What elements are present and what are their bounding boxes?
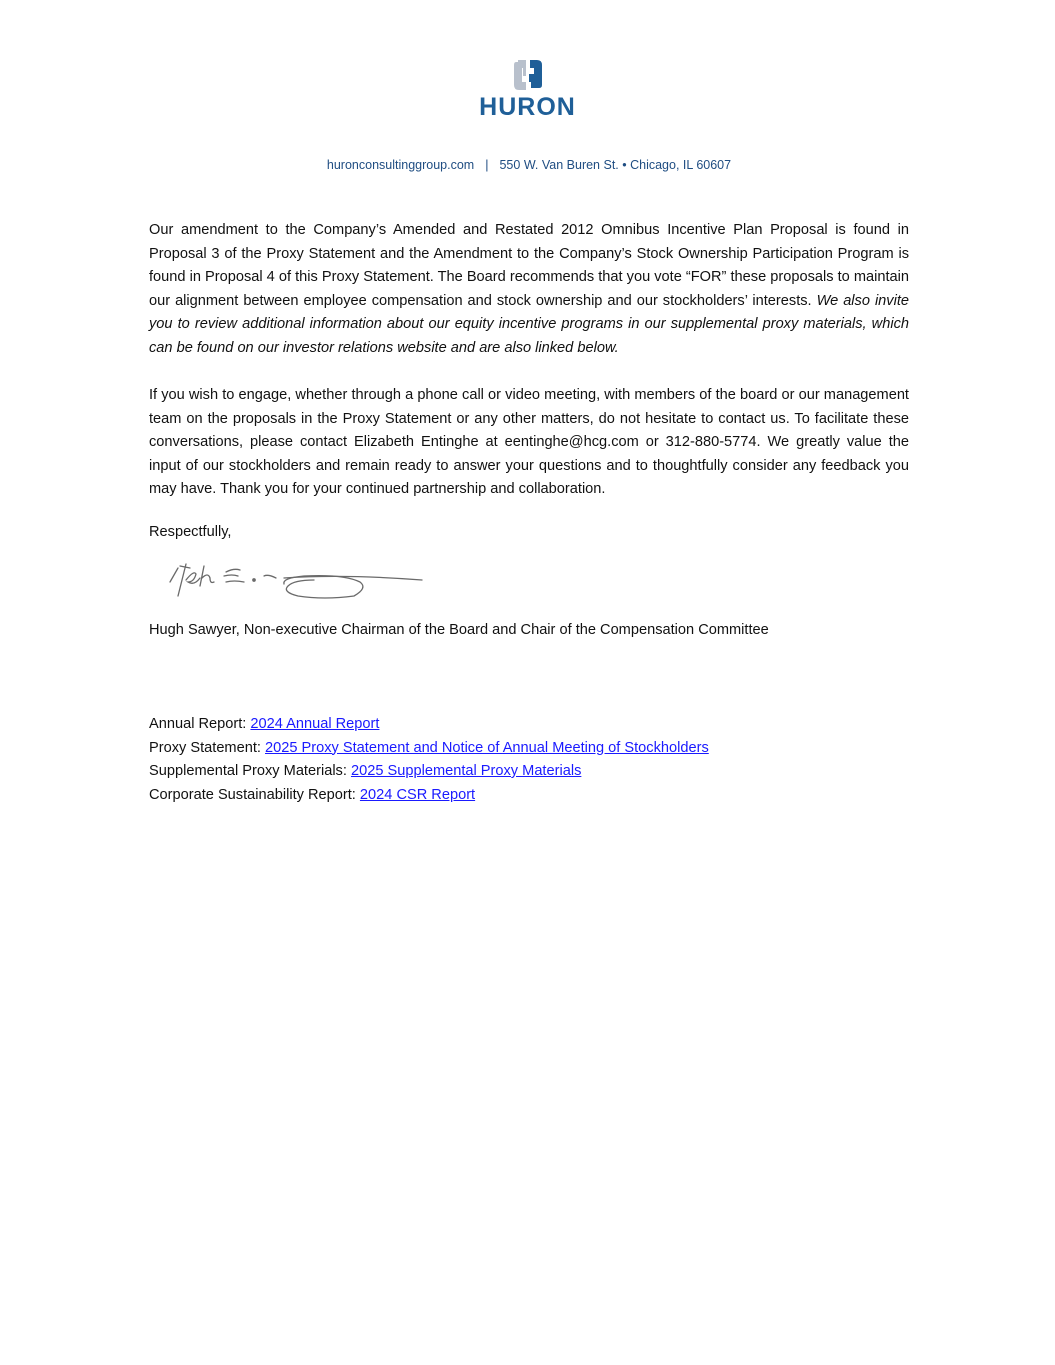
link-label: Annual Report: (149, 716, 247, 732)
resource-links (149, 713, 709, 807)
link-row-annual-report (149, 713, 709, 737)
proxy-statement-link[interactable]: 2025 Proxy Statement and Notice of Annual Meeting of Stockholders (265, 739, 709, 756)
link-label: Corporate Sustainability Report: (149, 786, 356, 803)
address-text: 550 W. Van Buren St. • Chicago, IL 60607 (499, 158, 732, 172)
closing-text: Respectfully, (149, 524, 232, 540)
link-label: Proxy Statement: (149, 739, 261, 756)
brand-wordmark: HURON (479, 93, 576, 121)
link-label: Supplemental Proxy Materials: (149, 763, 347, 779)
paragraph-proposals-italic: We also invite you to review additional information about our equity incentive programs in our supplemental proxy materials, which can be found on our investor relations website and are also linked below. (149, 292, 910, 356)
csr-report-link[interactable]: 2024 CSR Report (359, 786, 476, 803)
huron-logo (0, 58, 1055, 121)
paragraph-proposals-regular: Our amendment to the Company’s Amended and Restated 2012 Omnibus Incentive Plan Proposal is found in Proposal 3 of the Proxy Statement and the Amendment to the Company’s Stock Ownership Participation Program is found in Proposal 4 of this Proxy Statement. The Board recommends that you vote “FOR” these proposals to maintain our alignment between employee compensation and stock ownership and our stockholders’ interests. (149, 222, 909, 309)
header-contact-line (0, 158, 1055, 172)
paragraph-proposals (149, 219, 909, 360)
huron-logo-mark-icon (512, 58, 544, 92)
link-row-proxy-statement (149, 737, 709, 761)
link-row-supplemental-proxy (149, 760, 709, 784)
signature-image (164, 556, 429, 604)
supplemental-proxy-link[interactable]: 2025 Supplemental Proxy Materials (350, 763, 582, 779)
paragraph-engagement: If you wish to engage, whether through a phone call or video meeting, with members of the board or our management team on the proposals in the Proxy Statement or any other matters, do not hesitate to contact us. To facilitate these conversations, please contact Elizabeth Entinghe at eentinghe@hcg.com or 312-880-5774. We greatly value the input of our stockholders and remain ready to answer your questions and to thoughtfully consider any feedback you may have. Thank you for your continued partnership and collaboration. (149, 387, 909, 497)
separator: | (485, 158, 489, 172)
link-row-csr-report (149, 784, 709, 808)
signer-name-title: Hugh Sawyer, Non-executive Chairman of the Board and Chair of the Compensation Committee (149, 622, 769, 638)
annual-report-link[interactable]: 2024 Annual Report (250, 716, 380, 732)
website-text: huronconsultinggroup.com (326, 158, 475, 172)
